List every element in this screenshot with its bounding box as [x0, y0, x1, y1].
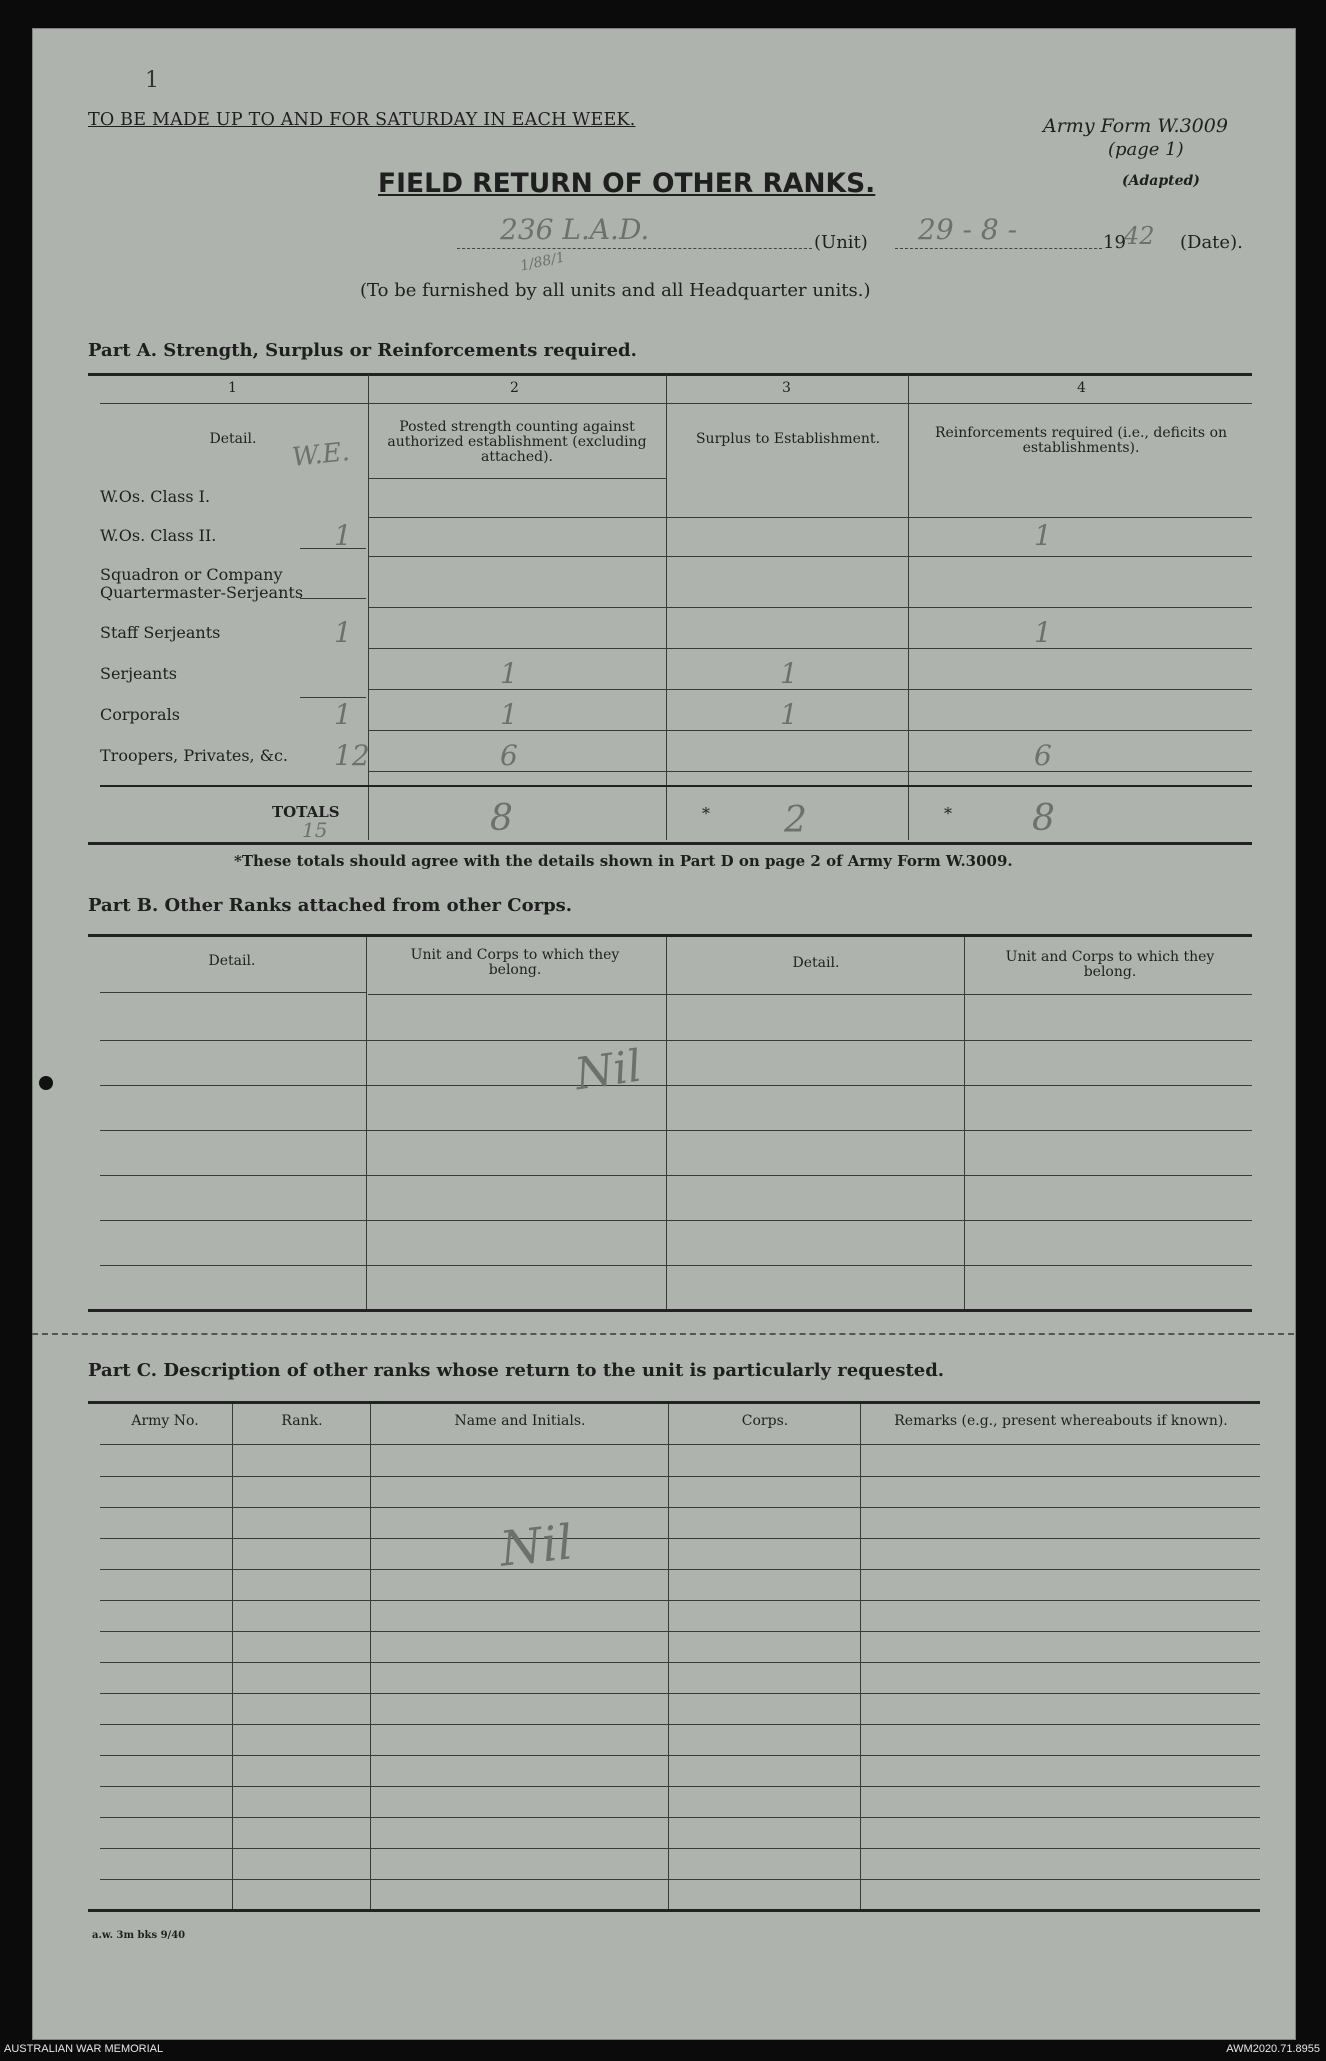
part-c-header-rule	[100, 1444, 1260, 1445]
part-b-vline-3	[964, 937, 965, 1309]
part-c-rule-3	[100, 1569, 1260, 1570]
part-a-bottom-rule	[88, 842, 1252, 845]
unit-label: (Unit)	[814, 232, 868, 253]
page-title: FIELD RETURN OF OTHER RANKS.	[378, 168, 876, 199]
part-c-rule-12	[100, 1848, 1260, 1849]
page-mark: 1	[145, 68, 159, 93]
part-a-row-rule-0	[368, 517, 1252, 518]
col-number-1: 1	[228, 380, 237, 396]
part-c-header-name: Name and Initials.	[454, 1413, 586, 1429]
part-b-rule-4	[100, 1220, 1252, 1221]
part-b-header-rule-2	[368, 994, 666, 995]
year-value: 42	[1124, 222, 1155, 250]
adapted-note: (Adapted)	[1122, 173, 1200, 189]
part-a-footnote: *These totals should agree with the details shown in Part D on page 2 of Army Form W.3009.	[234, 852, 1013, 870]
part-b-header-rule-3	[666, 994, 964, 995]
row-label-6: Troopers, Privates, &c.	[100, 746, 289, 765]
part-c-header-remarks: Remarks (e.g., present whereabouts if known).	[894, 1413, 1228, 1429]
row-reinf-1: 1	[1034, 519, 1052, 552]
row-posted-4: 1	[500, 657, 518, 690]
row-label-3: Staff Serjeants	[100, 623, 221, 642]
part-c-rule-1	[100, 1507, 1260, 1508]
totals-reinf: 8	[1032, 798, 1055, 839]
part-c-rule-9	[100, 1755, 1260, 1756]
part-a-row-rule-4	[368, 689, 1252, 690]
part-c-header-rank: Rank.	[281, 1413, 323, 1429]
col-number-4: 4	[1077, 380, 1086, 396]
part-a-header-surplus: Surplus to Establishment.	[695, 431, 881, 447]
part-c-top-rule	[88, 1401, 1260, 1404]
part-a-left-rule-0	[300, 548, 366, 549]
part-a-header-rule-1	[368, 478, 666, 479]
row-we-1: 1	[334, 519, 352, 552]
part-c-bottom-rule	[88, 1909, 1260, 1912]
row-we-6: 12	[334, 739, 370, 772]
row-surplus-5: 1	[780, 698, 798, 731]
row-label-1: W.Os. Class II.	[100, 526, 217, 545]
part-a-totals-rule	[100, 785, 1252, 787]
part-c-vline-2	[370, 1404, 371, 1909]
part-a-header-reinf: Reinforcements required (i.e., deficits on establishments).	[934, 425, 1228, 456]
date-dotted-line	[895, 248, 1102, 249]
row-we-5: 1	[334, 698, 352, 731]
part-b-header-rule-1	[100, 992, 366, 993]
unit-dotted-line	[457, 248, 812, 249]
col-number-3: 3	[782, 380, 791, 396]
part-c-rule-13	[100, 1879, 1260, 1880]
part-b-header-rule-4	[964, 994, 1252, 995]
part-b-rule-0	[100, 1040, 1252, 1041]
instruction-text: TO BE MADE UP TO AND FOR SATURDAY IN EACH WEEK.	[88, 110, 636, 130]
printer-code: a.w. 3m bks 9/40	[92, 1930, 186, 1941]
part-b-rule-2	[100, 1130, 1252, 1131]
form-sheet	[32, 28, 1296, 2040]
row-label-2: Squadron or Company Quartermaster-Serjeants	[100, 565, 304, 602]
part-b-bottom-rule	[88, 1309, 1252, 1312]
row-we-3: 1	[334, 616, 352, 649]
date-value: 29 - 8 -	[918, 213, 1018, 246]
footer-right: AWM2020.71.8955	[1226, 2043, 1320, 2055]
totals-surplus-asterisk: *	[702, 804, 710, 823]
we-note: W.E.	[290, 437, 352, 473]
part-a-header-posted: Posted strength counting against authorized establishment (excluding attached).	[387, 419, 647, 465]
part-a-row-rule-5	[368, 730, 1252, 731]
totals-surplus: 2	[784, 800, 807, 841]
row-posted-5: 1	[500, 698, 518, 731]
part-b-header-detail-1: Detail.	[208, 953, 256, 969]
part-c-rule-0	[100, 1476, 1260, 1477]
row-label-4: Serjeants	[100, 664, 177, 683]
part-b-rule-3	[100, 1175, 1252, 1176]
part-c-rule-10	[100, 1786, 1260, 1787]
punch-hole	[39, 1076, 53, 1090]
part-a-row-rule-2	[368, 607, 1252, 608]
row-reinf-3: 1	[1034, 616, 1052, 649]
part-c-nil: Nil	[497, 1514, 576, 1578]
part-a-row-rule-3	[368, 648, 1252, 649]
unit-value: 236 L.A.D.	[500, 213, 650, 246]
part-c-title: Part C. Description of other ranks whose return to the unit is particularly requested.	[88, 1360, 945, 1381]
part-c-vline-4	[860, 1404, 861, 1909]
row-reinf-6: 6	[1034, 739, 1052, 772]
year-prefix: 19	[1103, 232, 1126, 253]
totals-posted: 8	[490, 798, 513, 839]
part-c-rule-8	[100, 1724, 1260, 1725]
part-a-left-rule-1	[300, 598, 366, 599]
part-a-row-rule-6	[368, 771, 1252, 772]
part-c-rule-11	[100, 1817, 1260, 1818]
part-b-header-unit-1: Unit and Corps to which they belong.	[410, 947, 620, 978]
form-name: Army Form W.3009	[1043, 115, 1228, 137]
unit-annotation: 1/88/1	[518, 249, 567, 275]
date-label: (Date).	[1180, 232, 1243, 253]
part-c-header-corps: Corps.	[741, 1413, 789, 1429]
part-c-rule-6	[100, 1662, 1260, 1663]
row-posted-6: 6	[500, 739, 518, 772]
part-c-rule-4	[100, 1600, 1260, 1601]
part-a-top-rule	[88, 373, 1252, 376]
row-surplus-4: 1	[780, 657, 798, 690]
part-b-rule-1	[100, 1085, 1252, 1086]
part-a-left-rule-2	[300, 697, 366, 698]
row-label-0: W.Os. Class I.	[100, 487, 211, 506]
part-c-rule-7	[100, 1693, 1260, 1694]
part-c-vline-3	[668, 1404, 669, 1909]
part-b-header-detail-2: Detail.	[792, 955, 840, 971]
part-c-vline-1	[232, 1404, 233, 1909]
part-b-nil: Nil	[571, 1040, 645, 1101]
part-c-rule-5	[100, 1631, 1260, 1632]
part-b-vline-1	[366, 937, 367, 1309]
part-a-header-detail: Detail.	[209, 431, 257, 447]
col-number-rule	[100, 403, 1252, 404]
part-c-rule-2	[100, 1538, 1260, 1539]
col-number-2: 2	[510, 380, 519, 396]
part-b-title: Part B. Other Ranks attached from other Corps.	[88, 895, 573, 916]
part-a-title: Part A. Strength, Surplus or Reinforcements required.	[88, 340, 637, 361]
furnish-note: (To be furnished by all units and all Headquarter units.)	[360, 280, 871, 301]
form-page: (page 1)	[1108, 139, 1184, 160]
part-b-vline-2	[666, 937, 667, 1309]
part-b-header-unit-2: Unit and Corps to which they belong.	[1005, 949, 1215, 980]
part-b-top-rule	[88, 934, 1252, 937]
part-c-header-army-no: Army No.	[131, 1413, 199, 1429]
part-b-rule-5	[100, 1265, 1252, 1266]
perforation-line	[32, 1333, 1294, 1335]
footer-left: AUSTRALIAN WAR MEMORIAL	[4, 2043, 164, 2055]
totals-reinf-asterisk: *	[944, 804, 952, 823]
totals-we: 15	[302, 818, 328, 842]
totals-label: TOTALS	[272, 803, 340, 821]
row-label-5: Corporals	[100, 705, 180, 724]
part-a-row-rule-1	[368, 556, 1252, 557]
